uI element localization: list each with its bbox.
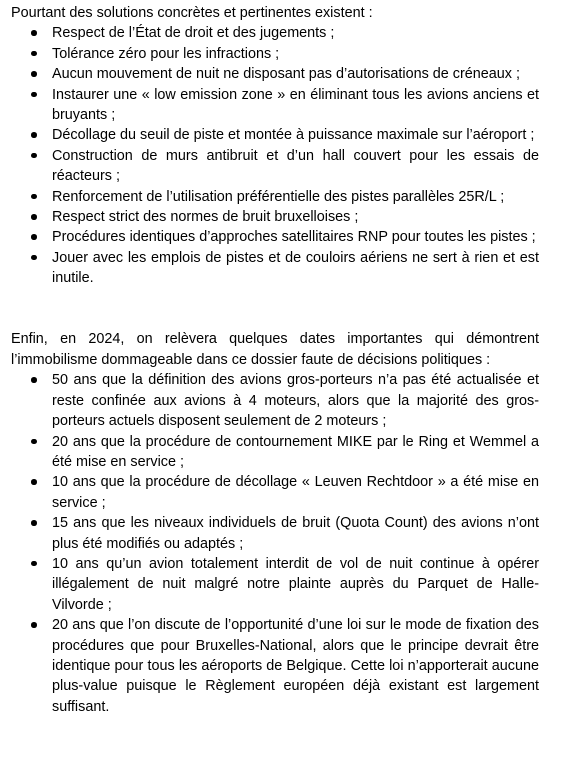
bullet-icon [31,44,41,64]
list-item-text: Respect strict des normes de bruit bruxelloises ; [52,209,359,226]
list-item-text: 20 ans que la procédure de contournement MIKE par le Ring et Wemmel a été mise en service ; [52,433,539,470]
list-item [11,125,539,145]
bullet-icon [31,432,41,452]
bullet-icon [31,187,41,207]
list-item [11,187,539,207]
list-item [11,44,539,64]
bullet-icon [31,554,41,574]
list-item [11,432,539,473]
list-item [11,207,539,227]
list-item-text: 10 ans que la procédure de décollage « Leuven Rechtdoor » a été mise en service ; [52,474,539,511]
list-item-text: Tolérance zéro pour les infractions ; [52,45,280,62]
list-item [11,227,539,247]
list-item-text: Renforcement de l’utilisation préférentielle des pistes parallèles 25R/L ; [52,188,505,205]
list-item [11,554,539,615]
list-item [11,85,539,126]
bullet-icon [31,23,41,43]
bullet-icon [31,615,41,635]
bullet-icon [31,146,41,166]
bullet-icon [31,227,41,247]
bullet-icon [31,207,41,227]
list-item [11,248,539,289]
bullet-icon [31,370,41,390]
list-item [11,370,539,431]
list-item [11,513,539,554]
list-item-text: Respect de l’État de droit et des jugements ; [52,25,335,42]
list-item-text: 10 ans qu’un avion totalement interdit de vol de nuit continue à opérer illégalement de nuit malgré notre plainte auprès du Parquet de Halle-Vilvorde ; [52,555,539,613]
list-item [11,64,539,84]
list-item-text: 20 ans que l’on discute de l’opportunité d’une loi sur le mode de fixation des procédures que pour Bruxelles-National, alors que le principe devrait être identique pour tous les aéroports de Belgique. Cette loi n’apporterait aucune plus-value puisque le Règlement européen déjà existant est largement suffisant. [52,617,539,715]
list-item [11,472,539,513]
list-item [11,23,539,43]
list-item-text: Instaurer une « low emission zone » en éliminant tous les avions anciens et bruyants ; [52,86,539,124]
solutions-intro: Pourtant des solutions concrètes et pertinentes existent : [11,5,373,21]
list-item [11,615,539,717]
solutions-list [11,23,539,288]
document-body [11,3,539,717]
list-item [11,146,539,187]
list-item-text: Aucun mouvement de nuit ne disposant pas d’autorisations de créneaux ; [52,66,520,83]
list-item-text: 50 ans que la définition des avions gros-porteurs n’a pas été actualisée et reste confinée aux avions à 4 moteurs, alors que la majorité des gros-porteurs actuels disposent seulement de 2 moteurs ; [52,372,539,430]
list-item-text: 15 ans que les niveaux individuels de bruit (Quota Count) des avions n’ont plus été modifiés ou adaptés ; [52,515,539,552]
bullet-icon [31,513,41,533]
bullet-icon [31,472,41,492]
list-item-text: Procédures identiques d’approches satellitaires RNP pour toutes les pistes ; [52,229,536,246]
section-spacer [11,289,539,330]
dates-list [11,370,539,717]
list-item-text: Jouer avec les emplois de pistes et de couloirs aériens ne sert à rien et est inutile. [52,249,539,287]
list-item-text: Décollage du seuil de piste et montée à puissance maximale sur l’aéroport ; [52,127,535,144]
bullet-icon [31,248,41,268]
dates-intro: Enfin, en 2024, on relèvera quelques dates importantes qui démontrent l’immobilisme dommageable dans ce dossier faute de décisions politiques : [11,331,539,368]
list-item-text: Construction de murs antibruit et d’un hall couvert pour les essais de réacteurs ; [52,147,539,185]
bullet-icon [31,64,41,84]
bullet-icon [31,85,41,105]
bullet-icon [31,125,41,145]
